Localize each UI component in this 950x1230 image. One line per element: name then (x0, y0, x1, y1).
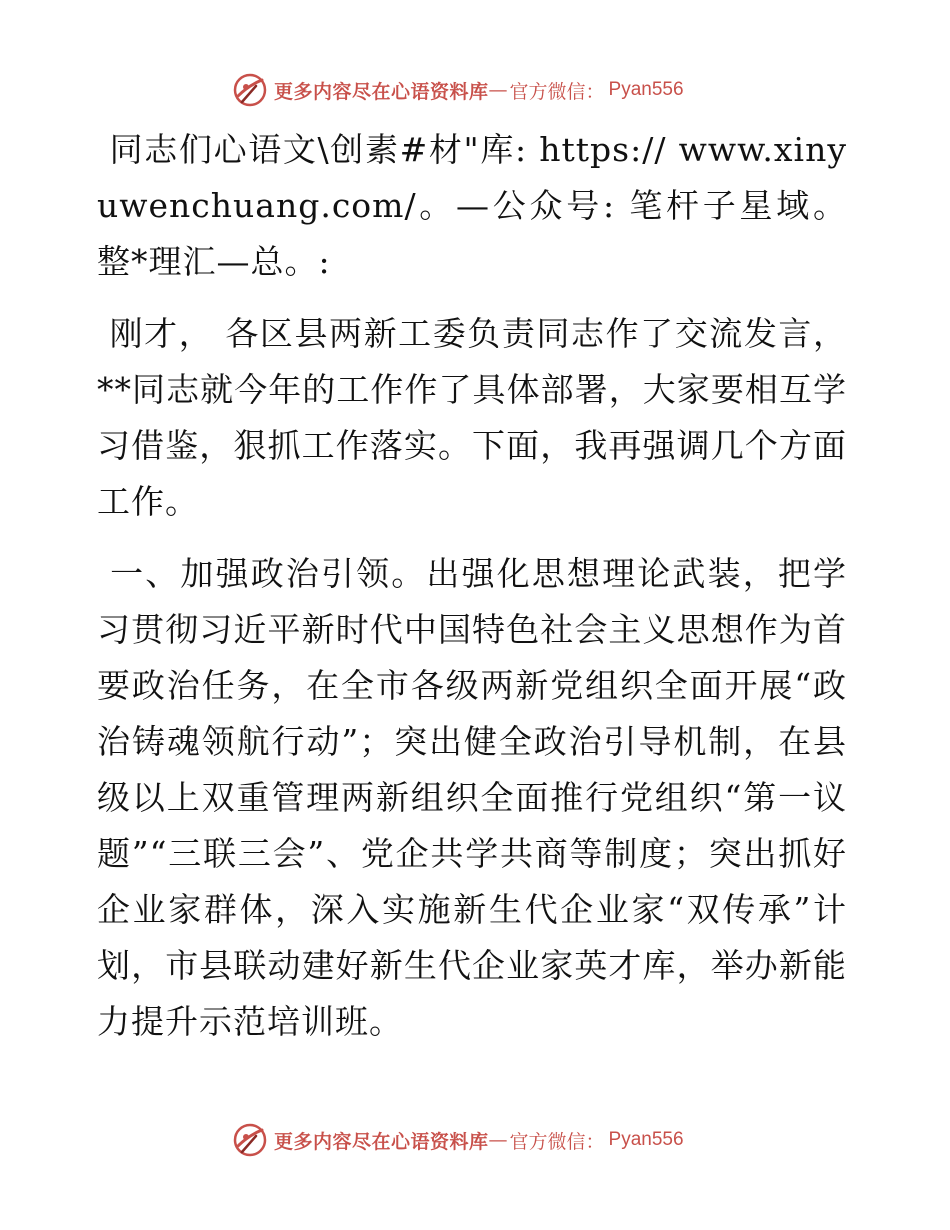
document-body (97, 122, 847, 1066)
paragraph-intro (97, 122, 847, 290)
banner-wechat-handle: Pyan556 (608, 79, 684, 100)
paragraph-section-one-text: 一、加强政治引领。出强化思想理论武装，把学习贯彻习近平新时代中国特色社会主义思想作为首要政治任务，在全市各级两新党组织全面开展“政治铸魂领航行动”；突出健全政治引导机制，在县级以上双重管理两新组织全面推行党组织“第一议题”“三联三会”、党企共学共商等制度；突出抓好企业家群体，深入实施新生代企业家“双传承”计划，市县联动建好新生代企业家英才库，举办新能力提升示范培训班。 (97, 554, 847, 1041)
paragraph-opening-text: 刚才， 各区县两新工委负责同志作了交流发言，**同志就今年的工作作了具体部署，大家要相互学习借鉴，狠抓工作落实。下面，我再强调几个方面工作。 (97, 314, 847, 521)
brand-logo-icon (232, 72, 268, 108)
banner-wechat-handle: Pyan556 (608, 1129, 684, 1150)
banner-brand-text: 更多内容尽在心语资料库 (274, 1130, 489, 1153)
banner-dash: — (488, 79, 508, 101)
header-banner (232, 72, 732, 108)
paragraph-section-one (97, 546, 847, 1050)
banner-official-label: 官方微信： (509, 80, 605, 103)
banner-dash: — (488, 1129, 508, 1151)
paragraph-opening (97, 306, 847, 530)
footer-banner (232, 1122, 732, 1158)
paragraph-intro-text: 同志们心语文\创素#材"库: https:// www.xinyuwenchuang.com/。—公众号: 笔杆子星域。整*理汇—总。: (97, 130, 847, 281)
banner-official-label: 官方微信： (509, 1130, 605, 1153)
brand-logo-icon (232, 1122, 268, 1158)
banner-brand-text: 更多内容尽在心语资料库 (274, 80, 489, 103)
